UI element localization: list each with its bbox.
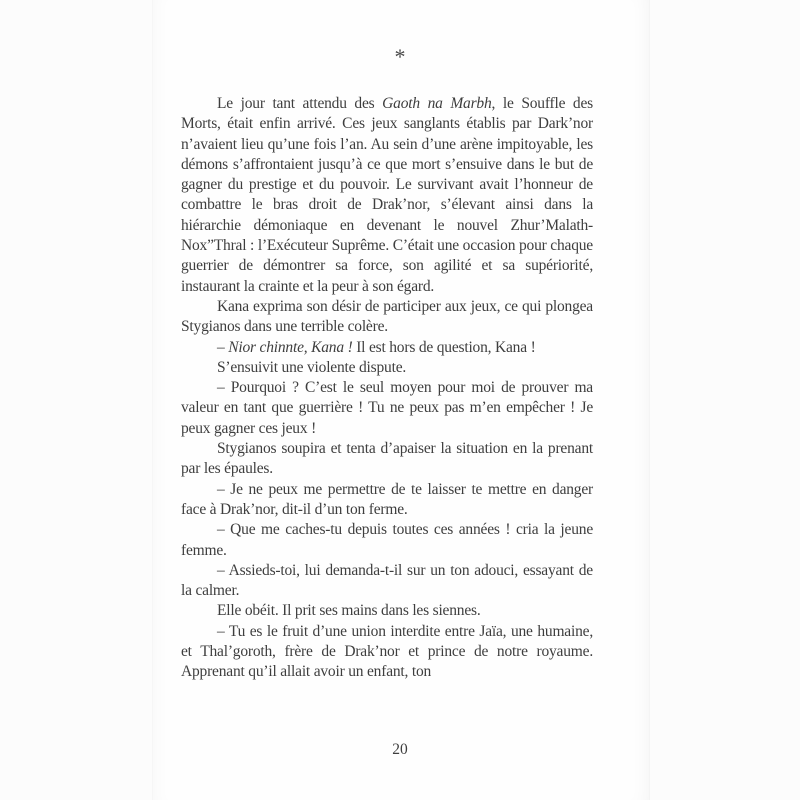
text-segment: – Pourquoi ? C’est le seul moyen pour moi de prouver ma valeur en tant que guerrière ! Tu ne peux pas m’en empêcher ! Je peux gagner ces jeux ! — [181, 379, 593, 437]
text-segment: Stygianos soupira et tenta d’apaiser la situation en la prenant par les épaules. — [181, 440, 593, 478]
body-text — [181, 94, 593, 683]
dialogue-dash: – — [217, 338, 229, 356]
paragraph-dialogue — [181, 622, 593, 683]
text-segment: Elle obéit. Il prit ses mains dans les siennes. — [217, 602, 481, 620]
italic-phrase: Nior chinnte, Kana ! — [228, 338, 353, 356]
paragraph-dialogue — [181, 520, 593, 561]
paragraph — [181, 439, 593, 480]
paragraph-dialogue — [181, 338, 593, 358]
text-segment: – Que me caches-tu depuis toutes ces années ! cria la jeune femme. — [181, 521, 593, 559]
paragraph — [181, 94, 593, 297]
paragraph-dialogue — [181, 561, 593, 602]
paragraph-dialogue — [181, 480, 593, 521]
text-segment: – Je ne peux me permettre de te laisser te mettre en danger face à Drak’nor, dit-il d’un ton ferme. — [181, 480, 593, 518]
section-divider-asterisk: * — [394, 44, 406, 69]
paragraph — [181, 297, 593, 338]
text-segment: Le jour tant attendu des — [217, 95, 383, 112]
text-segment: S’ensuivit une violente dispute. — [217, 358, 407, 376]
paragraph-dialogue — [181, 378, 593, 439]
text-segment: Kana exprima son désir de participer aux jeux, ce qui plongea Stygianos dans une terrible colère. — [181, 297, 593, 336]
text-segment: , le Souffle des Morts, était enfin arrivé. Ces jeux sanglants établis par Dark’nor n’avaient lieu qu’une fois l’an. Au sein d’une arène impitoyable, les démons s’affrontaient jusqu’à ce que mort s’ensuive dans le but de gagner du prestige et du pouvoir. Le survivant avait l’honneur de combattre le bras droit de Drak’nor, s’élevant ainsi dans la hiérarchie démoniaque en devenant le nouvel Zhur’Malath-Nox”Thral : l’Exécuteur Suprême. C’était une occasion pour chaque guerrier de démontrer sa force, son agilité et sa supériorité, instaurant la crainte et la peur à son égard. — [181, 95, 593, 295]
paragraph — [181, 601, 593, 621]
paragraph — [181, 358, 593, 378]
text-segment: – Assieds-toi, lui demanda-t-il sur un ton adouci, essayant de la calmer. — [181, 561, 593, 600]
page-number: 20 — [392, 741, 408, 758]
italic-phrase: Gaoth na Marbh — [382, 95, 492, 112]
text-segment: – Tu es le fruit d’une union interdite entre Jaïa, une humaine, et Thal’goroth, frère de Drak’nor et prince de notre royaume. Apprenant qu’il allait avoir un enfant, ton — [181, 622, 593, 681]
text-segment: Il est hors de question, Kana ! — [352, 338, 536, 356]
